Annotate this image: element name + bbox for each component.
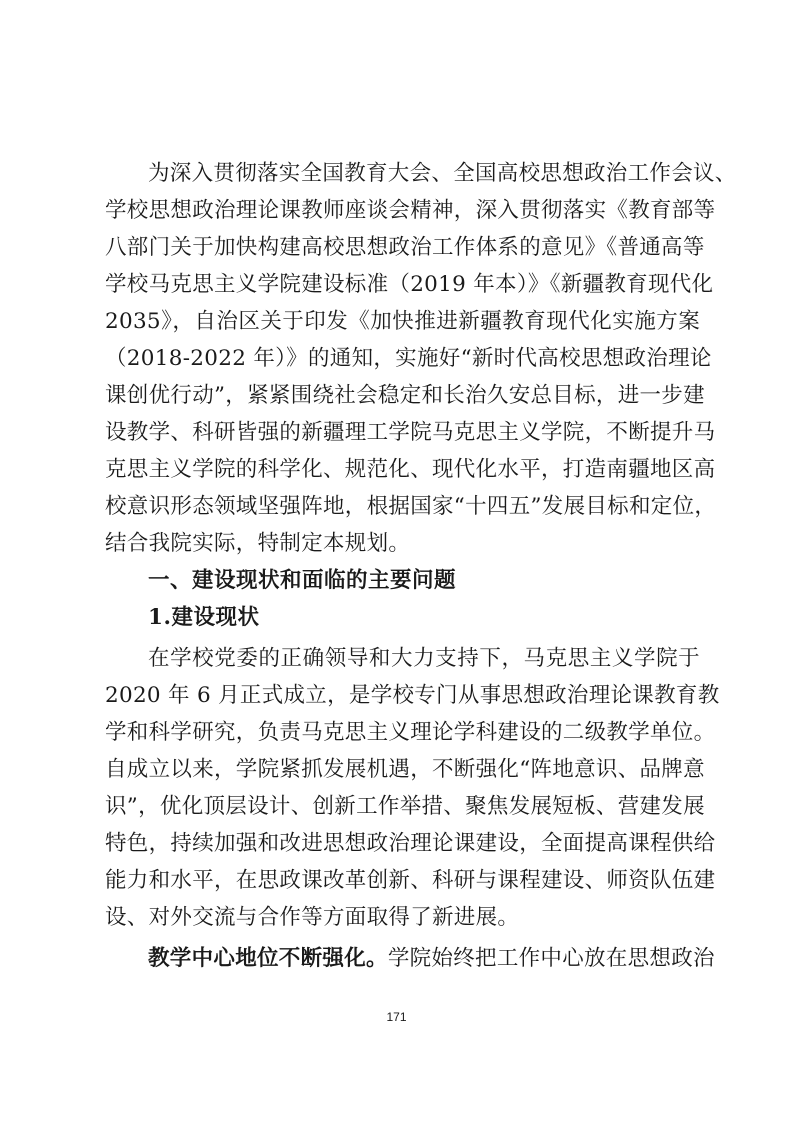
paragraph-line: 能力和水平，在思政课改革创新、科研与课程建设、师资队伍建 [105, 868, 716, 893]
paragraph-line: 特色，持续加强和改进思想政治理论课建设，全面提高课程供给 [105, 831, 716, 856]
paragraph-line: 学和科学研究，负责马克思主义理论学科建设的二级教学单位。 [105, 720, 716, 745]
paragraph-line: 在学校党委的正确领导和大力支持下，马克思主义学院于 [148, 646, 700, 671]
paragraph-line: 2035》，自治区关于印发《加快推进新疆教育现代化实施方案 [105, 309, 700, 334]
paragraph-line: 八部门关于加快构建高校思想政治工作体系的意见》《普通高等 [105, 235, 705, 260]
paragraph-line: 学校马克思主义学院建设标准（2019 年本）》《新疆教育现代化 [105, 272, 714, 297]
paragraph-line: 为深入贯彻落实全国教育大会、全国高校思想政治工作会议、 [148, 161, 737, 186]
paragraph-text: 学院始终把工作中心放在思想政治 [387, 946, 715, 971]
paragraph-line: 设、对外交流与合作等方面取得了新进展。 [105, 905, 520, 930]
paragraph-line: 设教学、科研皆强的新疆理工学院马克思主义学院，不断提升马 [105, 420, 716, 445]
section-heading: 一、建设现状和面临的主要问题 [148, 568, 457, 593]
paragraph-line: 课创优行动”，紧紧围绕社会稳定和长治久安总目标，进一步建 [105, 383, 705, 408]
paragraph-line: 校意识形态领域坚强阵地，根据国家“十四五”发展目标和定位， [105, 494, 717, 519]
paragraph-line: 结合我院实际，特制定本规划。 [105, 531, 411, 556]
paragraph-line: 克思主义学院的科学化、规范化、现代化水平，打造南疆地区高 [105, 457, 716, 482]
paragraph-line: 自成立以来，学院紧抓发展机遇，不断强化“阵地意识、品牌意 [105, 757, 705, 782]
page-number: 171 [386, 1010, 407, 1024]
subsection-heading: 1.建设现状 [148, 605, 260, 630]
bold-lead-text: 教学中心地位不断强化。 [148, 946, 388, 971]
paragraph-line: 2020 年 6 月正式成立，是学校专门从事思想政治理论课教育教 [105, 683, 720, 708]
paragraph-line [148, 944, 715, 974]
paragraph-line: 识”，优化顶层设计、创新工作举措、聚焦发展短板、营建发展 [105, 794, 705, 819]
paragraph-line: 学校思想政治理论课教师座谈会精神，深入贯彻落实《教育部等 [105, 198, 716, 223]
paragraph-line: （2018-2022 年）》的通知，实施好“新时代高校思想政治理论 [105, 346, 712, 371]
